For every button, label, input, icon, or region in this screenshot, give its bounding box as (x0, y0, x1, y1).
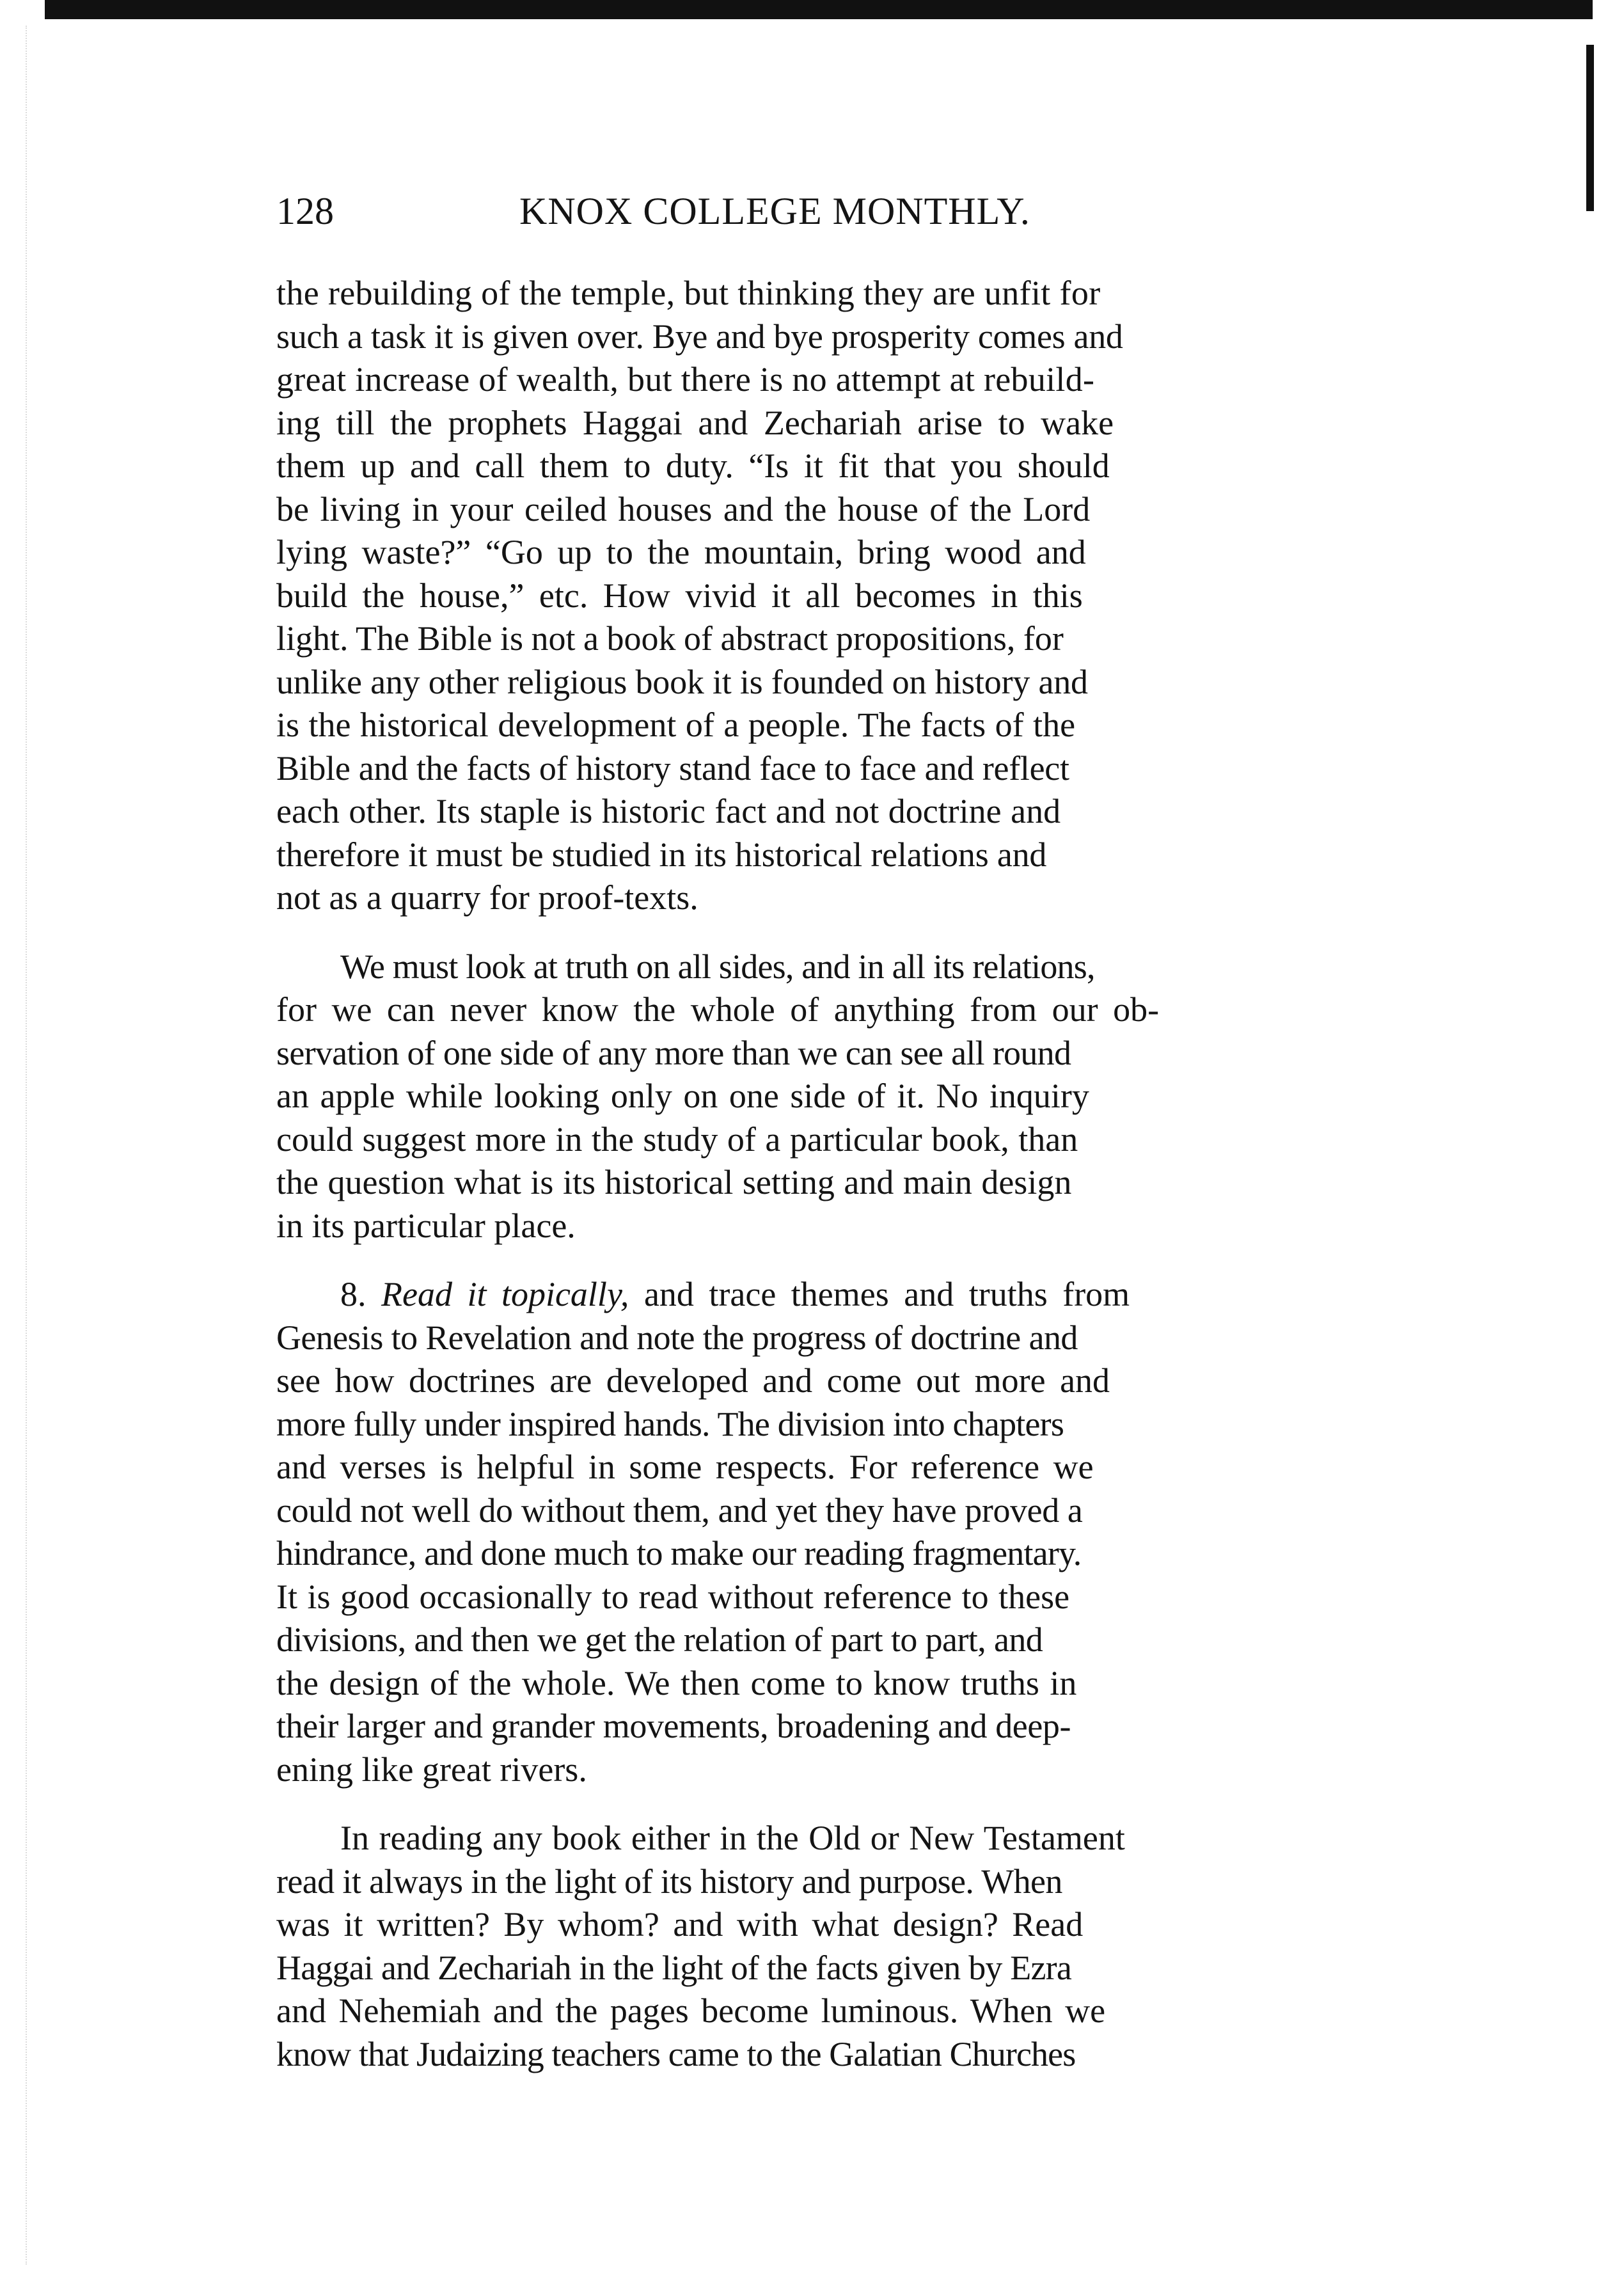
text-line: each other. Its staple is historic fact and not doctrine and (276, 792, 1061, 830)
line-remainder: and trace themes and truths from (643, 1275, 1130, 1313)
text-line: read it always in the light of its history and purpose. When (276, 1862, 1062, 1901)
text-line: hindrance, and done much to make our reading fragmentary. (276, 1534, 1082, 1572)
text-line: build the house,” etc. How vivid it all becomes in this (276, 576, 1083, 615)
paragraph-3 (276, 1273, 1412, 1791)
text-line: be living in your ceiled houses and the house of the Lord (276, 489, 1091, 528)
text-line: more fully under inspired hands. The division into chapters (276, 1404, 1064, 1443)
paragraph-gap (276, 1791, 1412, 1817)
body-text (276, 272, 1412, 2076)
text-line: unlike any other religious book it is founded on history and (276, 662, 1088, 701)
item-number: 8. (340, 1275, 367, 1313)
text-line: In reading any book either in the Old or New Testament (340, 1819, 1125, 1857)
top-border-rule (45, 0, 1593, 19)
running-title: KNOX COLLEGE MONTHLY. (519, 190, 1030, 232)
page-header (276, 186, 1172, 237)
text-line: servation of one side of any more than we can see all round (276, 1033, 1071, 1072)
margin-specks (26, 26, 46, 2265)
page-number: 128 (276, 190, 334, 232)
text-line: We must look at truth on all sides, and in all its relations, (340, 947, 1095, 986)
text-line: is the historical development of a people. The facts of the (276, 706, 1076, 744)
paragraph-1 (276, 272, 1412, 920)
text-line: was it written? By whom? and with what design? Read (276, 1905, 1084, 1944)
text-line: their larger and grander movements, broadening and deep- (276, 1707, 1071, 1745)
text-line: light. The Bible is not a book of abstract propositions, for (276, 619, 1064, 658)
text-line: great increase of wealth, but there is no attempt at rebuild- (276, 360, 1095, 399)
text-line: Genesis to Revelation and note the progress of doctrine and (276, 1318, 1078, 1357)
text-line: know that Judaizing teachers came to the Galatian Churches (276, 2034, 1076, 2073)
text-line: and Nehemiah and the pages become luminous. When we (276, 1991, 1106, 2030)
text-line: ening like great rivers. (276, 1750, 587, 1789)
text-line: It is good occasionally to read without reference to these (276, 1577, 1070, 1616)
text-line: divisions, and then we get the relation of part to part, and (276, 1620, 1043, 1659)
text-line: therefore it must be studied in its historical relations and (276, 835, 1047, 874)
numbered-line (276, 1273, 1412, 1317)
paragraph-2 (276, 946, 1412, 1248)
text-line: such a task it is given over. Bye and bye prosperity comes and (276, 317, 1123, 356)
text-line: the rebuilding of the temple, but thinking they are unfit for (276, 274, 1101, 312)
text-line: not as a quarry for proof-texts. (276, 878, 698, 917)
text-line: an apple while looking only on one side of it. No inquiry (276, 1077, 1089, 1115)
text-line: ing till the prophets Haggai and Zechariah arise to wake (276, 403, 1114, 442)
text-line: see how doctrines are developed and come out more and (276, 1361, 1110, 1400)
text-line: lying waste?” “Go up to the mountain, bring wood and (276, 533, 1086, 571)
text-line: for we can never know the whole of anything from our ob- (276, 990, 1160, 1029)
text-line: the design of the whole. We then come to know truths in (276, 1663, 1077, 1702)
text-line: could suggest more in the study of a particular book, than (276, 1120, 1078, 1159)
text-line: in its particular place. (276, 1206, 576, 1245)
text-line: the question what is its historical setting and main design (276, 1163, 1072, 1201)
text-line: and verses is helpful in some respects. For reference we (276, 1448, 1094, 1486)
text-line: could not well do without them, and yet they have proved a (276, 1491, 1083, 1530)
text-line: them up and call them to duty. “Is it fit that you should (276, 447, 1110, 485)
text-line: Haggai and Zechariah in the light of the facts given by Ezra (276, 1948, 1071, 1987)
paragraph-4 (276, 1817, 1412, 2076)
right-border-rule (1586, 45, 1594, 211)
text-line: Bible and the facts of history stand face to face and reflect (276, 748, 1069, 788)
italic-phrase: Read it topically, (381, 1275, 629, 1313)
paragraph-gap (276, 920, 1412, 946)
paragraph-gap (276, 1247, 1412, 1273)
